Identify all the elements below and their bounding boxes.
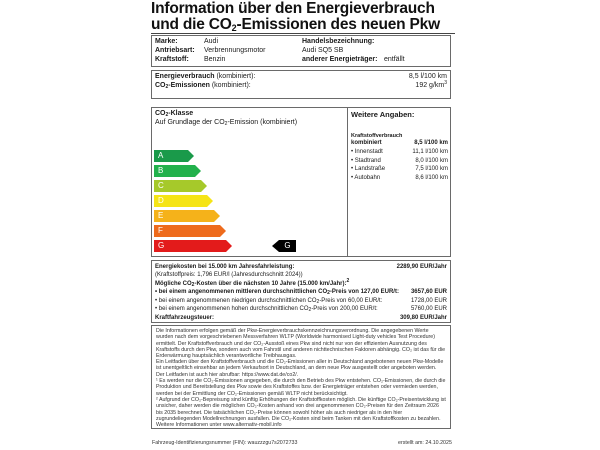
innenstadt-value: 11,1 l/100 km bbox=[412, 149, 448, 155]
energy-costs-label: Energiekosten bei 15.000 km Jahresfahrleistung: bbox=[155, 264, 295, 270]
co2-cost-scenario-low: • bei einem angenommenen niedrigen durchschnittlichen $CO_2$-Preis von 60,00 EUR/t: bbox=[155, 298, 383, 305]
combined-label: kombiniert bbox=[351, 140, 382, 146]
energietraeger-label: anderer Energieträger: bbox=[302, 56, 378, 63]
co2-class-bar-g: G bbox=[154, 240, 226, 252]
co2-class-bar-c: C bbox=[154, 180, 201, 192]
energy-consumption-value: 8,5 l/100 km bbox=[408, 73, 447, 80]
further-info-box bbox=[347, 107, 451, 257]
co2-class-bar-b: B bbox=[154, 165, 195, 177]
costs-box bbox=[151, 260, 451, 323]
vin-footer: Fahrzeug-Identifizierungsnummer (FIN): wauzzzgu7s2072733 bbox=[152, 440, 298, 446]
innenstadt-label: • Innenstadt bbox=[351, 149, 383, 155]
co2-class-subheading: Auf Grundlage der $CO_2$-Emission (kombiniert) bbox=[155, 119, 298, 127]
vehicle-tax-value: 309,80 EUR/Jahr bbox=[399, 315, 447, 321]
kraftstoff-value: Benzin bbox=[204, 56, 226, 63]
co2-cost-scenario-mid: • bei einem angenommenen mittleren durchschnittlichen $CO_2$-Preis von 127,00 EUR/t: bbox=[155, 289, 399, 296]
landstrasse-value: 7,5 l/100 km bbox=[415, 166, 448, 172]
co2-class-bar-e: E bbox=[154, 210, 214, 222]
legal-paragraph-1: Die Informationen erfolgen gemäß der Pkw-Energieverbrauchskennzeichnungsverordnung. Die angegebenen Werte wurden nach dem vorgeschriebenen Messverfahren WLTP (Worldwide harmonised Light-duty vehicles Test Procedure) ermittelt. Der Kraftstoffverbrauch und der CO₂-Ausstoß eines Pkw sind nicht nur von der effizienten Ausnutzung des Kraftstoffs durch den Pkw, sondern auch vom Fahrstil und anderen nichttechnischen Faktoren abhängig. CO₂ ist das für die Erderwärmung hauptsächlich verantwortliche Treibhausgas. bbox=[156, 328, 446, 360]
co2-class-bar-a: A bbox=[154, 150, 188, 162]
co2-class-box bbox=[151, 107, 348, 257]
handelsbezeichnung-value: Audi SQ5 SB bbox=[302, 47, 344, 54]
stadtrand-label: • Stadtrand bbox=[351, 158, 381, 164]
co2-emissions-label: $CO_2$-Emissionen (kombiniert): bbox=[155, 82, 251, 90]
co2-class-bar-f: F bbox=[154, 225, 220, 237]
antriebsart-value: Verbrennungsmotor bbox=[204, 47, 266, 54]
stadtrand-value: 8,0 l/100 km bbox=[415, 158, 448, 164]
energy-costs-value: 2289,90 EUR/Jahr bbox=[396, 264, 447, 270]
energy-consumption-label: Energieverbrauch (kombiniert): bbox=[155, 73, 256, 80]
co2-cost-scenario-mid-value: 3657,60 EUR bbox=[410, 289, 447, 295]
title-divider bbox=[151, 33, 455, 34]
kraftstoff-label: Kraftstoff: bbox=[155, 56, 189, 63]
co2-class-heading: $CO_2$-Klasse bbox=[155, 110, 194, 118]
legal-paragraph-2: Ein Leitfaden über den Kraftstoffverbrauch und die CO₂-Emissionen aller in Deutschland angebotenen neuen Pkw-Modelle ist unentgeltlich einsehbar an jedem Verkaufsort in Deutschland, an dem neue Pkw ausgestellt oder angeboten werden. Der Leitfaden ist auch hier abrufbar: https://www.dat.de/co2/. bbox=[156, 359, 444, 378]
created-date: erstellt am: 24.10.2025 bbox=[398, 440, 452, 446]
handelsbezeichnung-label: Handelsbezeichnung: bbox=[302, 38, 375, 45]
legal-text-box bbox=[151, 325, 451, 429]
fuel-price-note: (Kraftstoffpreis: 1,796 EUR/l (Jahresdurchschnitt 2024)) bbox=[155, 272, 303, 278]
consumption-box bbox=[151, 70, 451, 99]
vehicle-info-box bbox=[151, 35, 451, 67]
further-info-heading: Weitere Angaben: bbox=[351, 110, 415, 119]
antriebsart-label: Antriebsart: bbox=[155, 47, 195, 54]
combined-value: 8,5 l/100 km bbox=[414, 140, 448, 146]
title-line-2: und die $CO_2$-Emissionen des neuen Pkw bbox=[151, 16, 440, 33]
co2-cost-scenario-low-value: 1728,00 EUR bbox=[410, 298, 447, 304]
autobahn-value: 8,6 l/100 km bbox=[415, 175, 448, 181]
co2-cost-scenario-high-value: 5760,00 EUR bbox=[410, 306, 447, 312]
current-co2-class-marker: G bbox=[279, 240, 296, 252]
energietraeger-value: entfällt bbox=[384, 56, 405, 63]
vehicle-tax-label: Kraftfahrzeugsteuer: bbox=[155, 315, 215, 321]
co2-cost-scenario-high: • bei einem angenommenen hohen durchschnittlichen $CO_2$-Preis von 200,00 EUR/t: bbox=[155, 306, 378, 313]
page-title bbox=[151, 1, 440, 33]
marke-label: Marke: bbox=[155, 38, 178, 45]
footnote-2: ² Aufgrund der CO₂-Bepreisung sind künftig Erhöhungen der Kraftstoffkosten möglich. Die künftige CO₂-Preisentwicklung ist unsicher, daher werden die möglichen CO₂-Kosten anhand von drei angenommenen CO₂-Preisen für den Zeitraum 2026 bis 2035 berechnet. Die tatsächlichen CO₂-Preise können sowohl höher als auch niedriger als in den hier zugrundeliegenden Modellrechnungen ausfallen. Die CO₂-Kosten sind beim Tanken mit den Kraftstoffkosten zu bezahlen. Weitere Informationen unter www.alternativ-mobil.info bbox=[156, 397, 446, 429]
title-line-1: Information über den Energieverbrauch bbox=[151, 0, 435, 17]
marke-value: Audi bbox=[204, 38, 219, 45]
co2-costs-heading: Mögliche $CO_2$-Kosten über die nächsten 10 Jahre (15.000 km/Jahr):$^2$ bbox=[155, 278, 350, 288]
autobahn-label: • Autobahn bbox=[351, 175, 381, 181]
landstrasse-label: • Landstraße bbox=[351, 166, 386, 172]
co2-emissions-value: 192 $g/km^3$ bbox=[415, 80, 447, 89]
fuel-consumption-heading: Kraftstoffverbrauch bbox=[351, 133, 403, 139]
co2-class-bar-d: D bbox=[154, 195, 207, 207]
footnote-1: ¹ Es werden nur die CO₂-Emissionen angegeben, die durch den Betrieb des Pkw entstehen. CO₂-Emissionen, die durch die Produktion und Bereitstellung des Pkw sowie des Kraftstoffes bzw. der Energieträger entstehen oder vermieden werden, werden bei der Ermittlung der CO₂-Emissionen gemäß WLTP nicht berücksichtigt. bbox=[156, 378, 446, 397]
